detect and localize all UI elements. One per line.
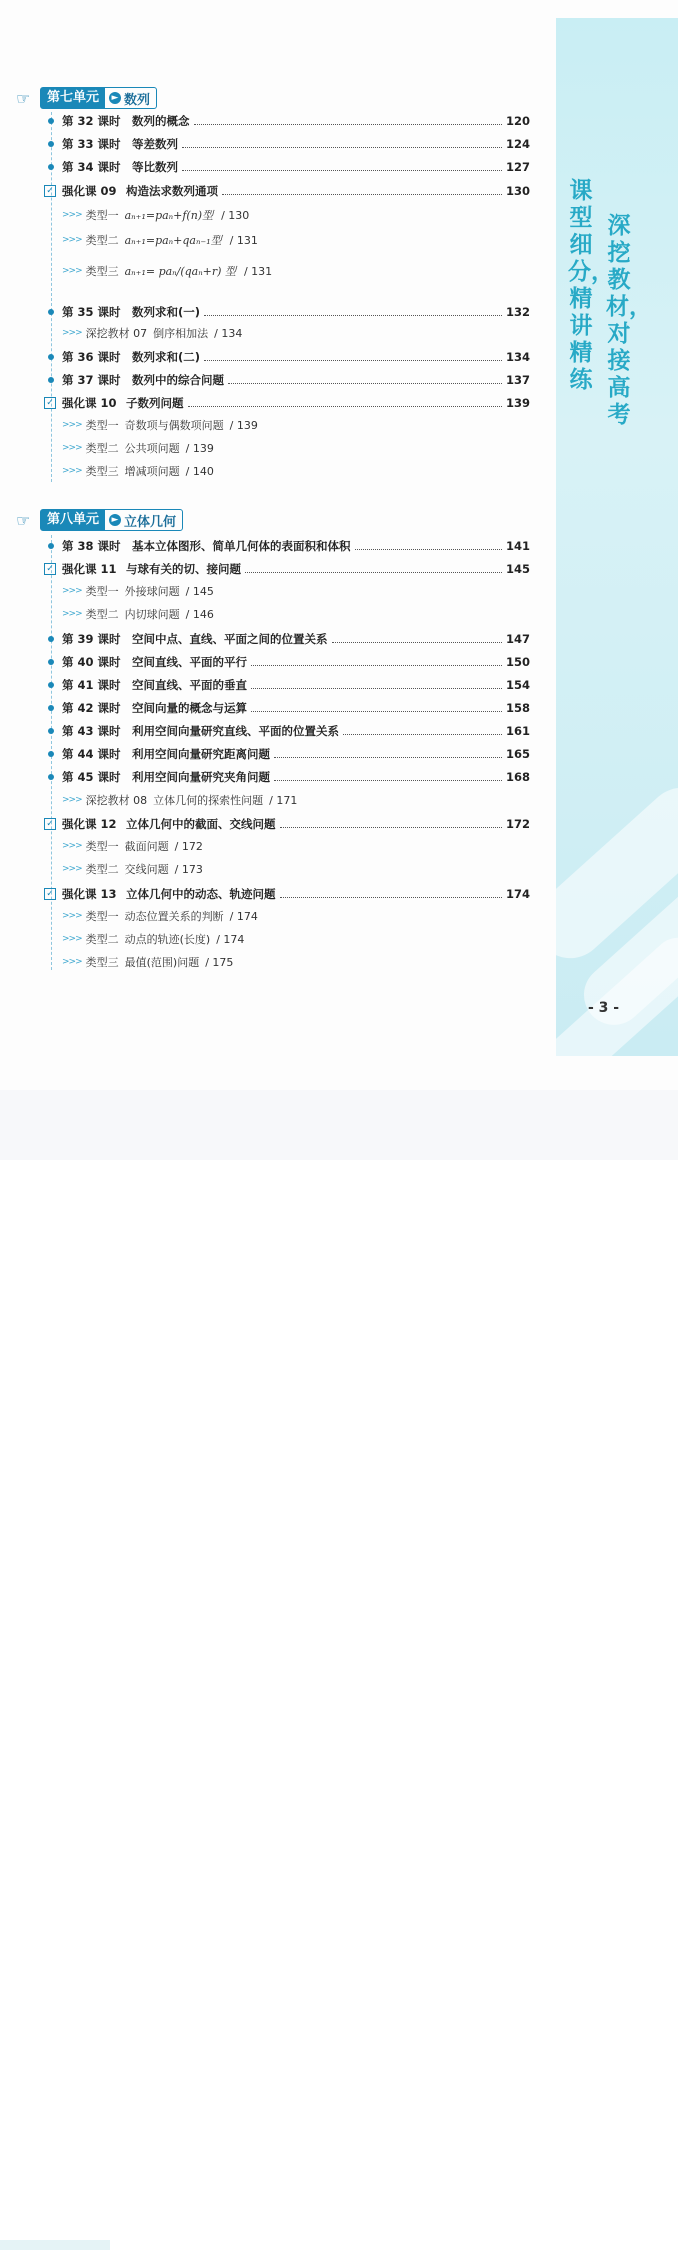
entry-title: 构造法求数列通项: [126, 184, 218, 198]
subentry-page: / 171: [269, 793, 298, 807]
entry-lesson: 第 40 课时: [62, 655, 121, 669]
subentry-page: / 131: [229, 233, 258, 247]
toc-subentry: [62, 462, 214, 480]
pointing-hand-icon: ☞: [16, 510, 31, 530]
triple-arrow-icon: >>>: [62, 443, 82, 453]
leader-dots: [188, 406, 502, 407]
toc-strengthen-entry: [44, 181, 530, 201]
entry-lesson: 第 36 课时: [62, 350, 121, 364]
toc-lesson-entry: [46, 347, 530, 367]
entry-lesson: 强化课 09: [62, 184, 117, 198]
entry-page: 147: [505, 632, 530, 646]
subentry-title: 立体几何的探索性问题: [153, 794, 264, 807]
subentry-title: aₙ₊₁=paₙ+f(n)型: [124, 209, 214, 222]
leader-dots: [194, 124, 502, 125]
toc-subentry: [62, 605, 214, 623]
entry-page: 141: [505, 539, 530, 553]
entry-page: 165: [505, 747, 530, 761]
toc-subentry: [62, 930, 244, 948]
entry-title: 数列的概念: [132, 114, 190, 128]
entry-lesson: 第 37 课时: [62, 373, 121, 387]
bullet-dot-icon: [48, 164, 54, 170]
entry-lesson: 第 35 课时: [62, 305, 121, 319]
subentry-title: 最值(范围)问题: [124, 956, 200, 969]
subentry-type: 类型一: [85, 910, 119, 923]
subentry-page: / 173: [174, 862, 203, 876]
leader-dots: [332, 642, 502, 643]
bullet-dot-icon: [48, 543, 54, 549]
toc-strengthen-entry: [44, 814, 530, 834]
entry-lesson: 第 33 课时: [62, 137, 121, 151]
toc-subentry: [62, 439, 214, 457]
entry-lesson: 第 41 课时: [62, 678, 121, 692]
subentry-type: 类型二: [85, 863, 119, 876]
leader-dots: [280, 827, 502, 828]
subentry-title: 奇数项与偶数项问题: [124, 419, 224, 432]
toc-lesson-entry: [46, 157, 530, 177]
leader-dots: [182, 170, 502, 171]
leader-dots: [228, 383, 502, 384]
subentry-page: / 130: [221, 208, 250, 222]
entry-page: 150: [505, 655, 530, 669]
toc-lesson-entry: [46, 721, 530, 741]
triple-arrow-icon: >>>: [62, 328, 82, 338]
toc-lesson-entry: [46, 675, 530, 695]
subentry-type: 深挖教材 07: [85, 327, 148, 340]
bullet-dot-icon: [48, 141, 54, 147]
entry-page: 174: [505, 887, 530, 901]
subentry-title: 倒序相加法: [153, 327, 209, 340]
unit-title: 数列: [124, 92, 151, 108]
subentry-title: aₙ₊₁= paₙ/(qaₙ+r) 型: [124, 265, 236, 278]
unit-label: 第七单元: [41, 88, 105, 108]
checkbox-icon: ✓: [44, 185, 56, 197]
entry-page: 132: [505, 305, 530, 319]
subentry-title: 增减项问题: [124, 465, 180, 478]
toc-subentry: [62, 324, 242, 342]
entry-page: 124: [505, 137, 530, 151]
toc-lesson-entry: [46, 111, 530, 131]
leader-dots: [355, 549, 502, 550]
subentry-page: / 145: [185, 584, 214, 598]
bullet-dot-icon: [48, 705, 54, 711]
checkbox-icon: ✓: [44, 563, 56, 575]
subentry-page: / 134: [214, 326, 243, 340]
unit-heading: [16, 509, 183, 531]
toc-strengthen-entry: [44, 884, 530, 904]
subentry-page: / 174: [229, 909, 258, 923]
triple-arrow-icon: >>>: [62, 210, 82, 220]
triple-arrow-icon: >>>: [62, 957, 82, 967]
triple-arrow-icon: >>>: [62, 864, 82, 874]
subentry-title: aₙ₊₁=paₙ+qaₙ₋₁型: [124, 234, 222, 247]
slogan-line-2: 课型细分，精讲精练: [568, 178, 614, 393]
leader-dots: [245, 572, 502, 573]
page-number: - 3 -: [588, 1000, 620, 1016]
subentry-title: 截面问题: [124, 840, 169, 853]
arrow-circle-icon: ►: [109, 92, 121, 104]
toc-lesson-entry: [46, 767, 530, 787]
toc-lesson-entry: [46, 134, 530, 154]
toc-subentry: [62, 206, 249, 224]
entry-lesson: 第 45 课时: [62, 770, 121, 784]
decorative-side-band: [556, 18, 678, 1056]
triple-arrow-icon: >>>: [62, 235, 82, 245]
toc-lesson-entry: [46, 536, 530, 556]
entry-page: 137: [505, 373, 530, 387]
subentry-page: / 140: [185, 464, 214, 478]
subentry-type: 类型一: [85, 209, 119, 222]
leader-dots: [251, 711, 502, 712]
triple-arrow-icon: >>>: [62, 266, 82, 276]
entry-page: 145: [505, 562, 530, 576]
entry-page: 130: [505, 184, 530, 198]
subentry-type: 类型三: [85, 465, 119, 478]
toc-subentry: [62, 953, 233, 971]
triple-arrow-icon: >>>: [62, 586, 82, 596]
entry-page: 127: [505, 160, 530, 174]
toc-lesson-entry: [46, 698, 530, 718]
toc-lesson-entry: [46, 302, 530, 322]
checkbox-icon: ✓: [44, 397, 56, 409]
triple-arrow-icon: >>>: [62, 841, 82, 851]
entry-title: 数列求和(二): [132, 350, 201, 364]
subentry-title: 外接球问题: [124, 585, 180, 598]
subentry-page: / 174: [216, 932, 245, 946]
bullet-dot-icon: [48, 309, 54, 315]
subentry-page: / 131: [243, 264, 273, 278]
triple-arrow-icon: >>>: [62, 466, 82, 476]
triple-arrow-icon: >>>: [62, 420, 82, 430]
entry-lesson: 第 38 课时: [62, 539, 121, 553]
leader-dots: [251, 688, 502, 689]
subentry-title: 动点的轨迹(长度): [124, 933, 211, 946]
toc-lesson-entry: [46, 629, 530, 649]
slogan-line-1: 深挖教材，对接高考: [606, 213, 652, 428]
triple-arrow-icon: >>>: [62, 795, 82, 805]
toc-subentry: [62, 262, 272, 280]
entry-lesson: 强化课 10: [62, 396, 117, 410]
entry-page: 134: [505, 350, 530, 364]
entry-page: 161: [505, 724, 530, 738]
subentry-type: 类型一: [85, 840, 119, 853]
toc-lesson-entry: [46, 652, 530, 672]
subentry-type: 类型二: [85, 442, 119, 455]
leader-dots: [204, 360, 502, 361]
leader-dots: [274, 757, 502, 758]
entry-title: 利用空间向量研究距离问题: [132, 747, 270, 761]
subentry-page: / 146: [185, 607, 214, 621]
subentry-title: 公共项问题: [124, 442, 180, 455]
entry-lesson: 第 34 课时: [62, 160, 121, 174]
bullet-dot-icon: [48, 774, 54, 780]
bullet-dot-icon: [48, 636, 54, 642]
entry-title: 与球有关的切、接问题: [126, 562, 241, 576]
subentry-page: / 139: [229, 418, 258, 432]
entry-title: 等比数列: [132, 160, 178, 174]
entry-lesson: 第 44 课时: [62, 747, 121, 761]
entry-title: 立体几何中的截面、交线问题: [126, 817, 276, 831]
triple-arrow-icon: >>>: [62, 609, 82, 619]
entry-lesson: 强化课 12: [62, 817, 117, 831]
entry-title: 空间向量的概念与运算: [132, 701, 247, 715]
toc-subentry: [62, 907, 258, 925]
subentry-page: / 172: [174, 839, 203, 853]
entry-lesson: 第 39 课时: [62, 632, 121, 646]
bullet-dot-icon: [48, 354, 54, 360]
entry-title: 空间直线、平面的平行: [132, 655, 247, 669]
bullet-dot-icon: [48, 728, 54, 734]
subentry-type: 类型二: [85, 234, 119, 247]
checkbox-icon: ✓: [44, 888, 56, 900]
toc-subentry: [62, 860, 203, 878]
toc-subentry: [62, 231, 258, 249]
checkbox-icon: ✓: [44, 818, 56, 830]
entry-title: 数列中的综合问题: [132, 373, 224, 387]
toc-strengthen-entry: [44, 393, 530, 413]
entry-page: 139: [505, 396, 530, 410]
toc-subentry: [62, 416, 258, 434]
entry-lesson: 第 42 课时: [62, 701, 121, 715]
toc-subentry: [62, 837, 203, 855]
bullet-dot-icon: [48, 682, 54, 688]
subentry-type: 深挖教材 08: [85, 794, 148, 807]
entry-title: 基本立体图形、简单几何体的表面积和体积: [132, 539, 351, 553]
entry-title: 利用空间向量研究夹角问题: [132, 770, 270, 784]
entry-page: 158: [505, 701, 530, 715]
bullet-dot-icon: [48, 751, 54, 757]
bullet-dot-icon: [48, 118, 54, 124]
toc-strengthen-entry: [44, 559, 530, 579]
unit-heading: [16, 87, 157, 109]
entry-title: 立体几何中的动态、轨迹问题: [126, 887, 276, 901]
subentry-title: 动态位置关系的判断: [124, 910, 224, 923]
entry-page: 168: [505, 770, 530, 784]
entry-title: 子数列问题: [126, 396, 184, 410]
entry-lesson: 第 32 课时: [62, 114, 121, 128]
toc-lesson-entry: [46, 744, 530, 764]
leader-dots: [251, 665, 502, 666]
leader-dots: [204, 315, 502, 316]
bullet-dot-icon: [48, 377, 54, 383]
subentry-title: 内切球问题: [124, 608, 180, 621]
unit-label: 第八单元: [41, 510, 105, 530]
arrow-circle-icon: ►: [109, 514, 121, 526]
entry-title: 等差数列: [132, 137, 178, 151]
leader-dots: [182, 147, 502, 148]
entry-title: 空间中点、直线、平面之间的位置关系: [132, 632, 328, 646]
subentry-type: 类型三: [85, 956, 119, 969]
entry-title: 数列求和(一): [132, 305, 201, 319]
entry-page: 120: [505, 114, 530, 128]
unit-title: 立体几何: [124, 514, 177, 530]
entry-title: 利用空间向量研究直线、平面的位置关系: [132, 724, 339, 738]
leader-dots: [274, 780, 502, 781]
triple-arrow-icon: >>>: [62, 934, 82, 944]
subentry-type: 类型二: [85, 933, 119, 946]
bottom-strip: [0, 1090, 678, 1160]
leader-dots: [343, 734, 502, 735]
entry-page: 172: [505, 817, 530, 831]
subentry-type: 类型一: [85, 585, 119, 598]
entry-lesson: 第 43 课时: [62, 724, 121, 738]
subentry-page: / 139: [185, 441, 214, 455]
toc-subentry: [62, 791, 297, 809]
entry-lesson: 强化课 11: [62, 562, 117, 576]
entry-page: 154: [505, 678, 530, 692]
entry-title: 空间直线、平面的垂直: [132, 678, 247, 692]
subentry-type: 类型一: [85, 419, 119, 432]
bullet-dot-icon: [48, 659, 54, 665]
subentry-type: 类型二: [85, 608, 119, 621]
leader-dots: [222, 194, 502, 195]
triple-arrow-icon: >>>: [62, 911, 82, 921]
subentry-type: 类型三: [85, 265, 119, 278]
pointing-hand-icon: ☞: [16, 88, 31, 108]
leader-dots: [280, 897, 502, 898]
subentry-title: 交线问题: [124, 863, 169, 876]
subentry-page: / 175: [205, 955, 234, 969]
entry-lesson: 强化课 13: [62, 887, 117, 901]
toc-lesson-entry: [46, 370, 530, 390]
toc-subentry: [62, 582, 214, 600]
